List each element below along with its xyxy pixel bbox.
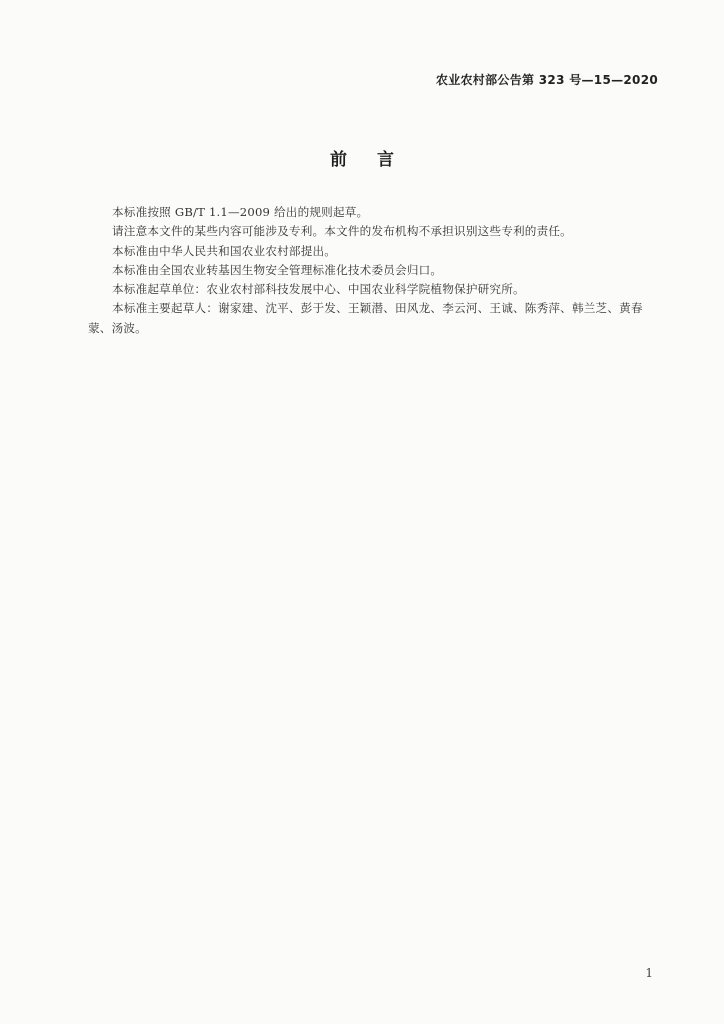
paragraph-drafters: 本标准主要起草人：谢家建、沈平、彭于发、王颖潜、田风龙、李云河、王诚、陈秀萍、韩兰芝、黄春蒙、汤波。 bbox=[88, 301, 643, 335]
paragraph-drafting-rules: 本标准按照 GB/T 1.1—2009 给出的规则起草。 bbox=[112, 205, 369, 219]
paragraph-proposer: 本标准由中华人民共和国农业农村部提出。 bbox=[112, 243, 337, 258]
section-title: 前言 bbox=[330, 150, 424, 170]
paragraph-committee: 本标准由全国农业转基因生物安全管理标准化技术委员会归口。 bbox=[112, 262, 443, 277]
paragraph-patent-notice: 请注意本文件的某些内容可能涉及专利。本文件的发布机构不承担识别这些专利的责任。 bbox=[112, 224, 572, 239]
document-number: 农业农村部公告第 323 号—15—2020 bbox=[435, 73, 658, 87]
foreword-body bbox=[88, 203, 660, 338]
paragraph-drafting-units: 本标准起草单位：农业农村部科技发展中心、中国农业科学院植物保护研究所。 bbox=[112, 282, 525, 297]
page-number: 1 bbox=[645, 966, 653, 980]
